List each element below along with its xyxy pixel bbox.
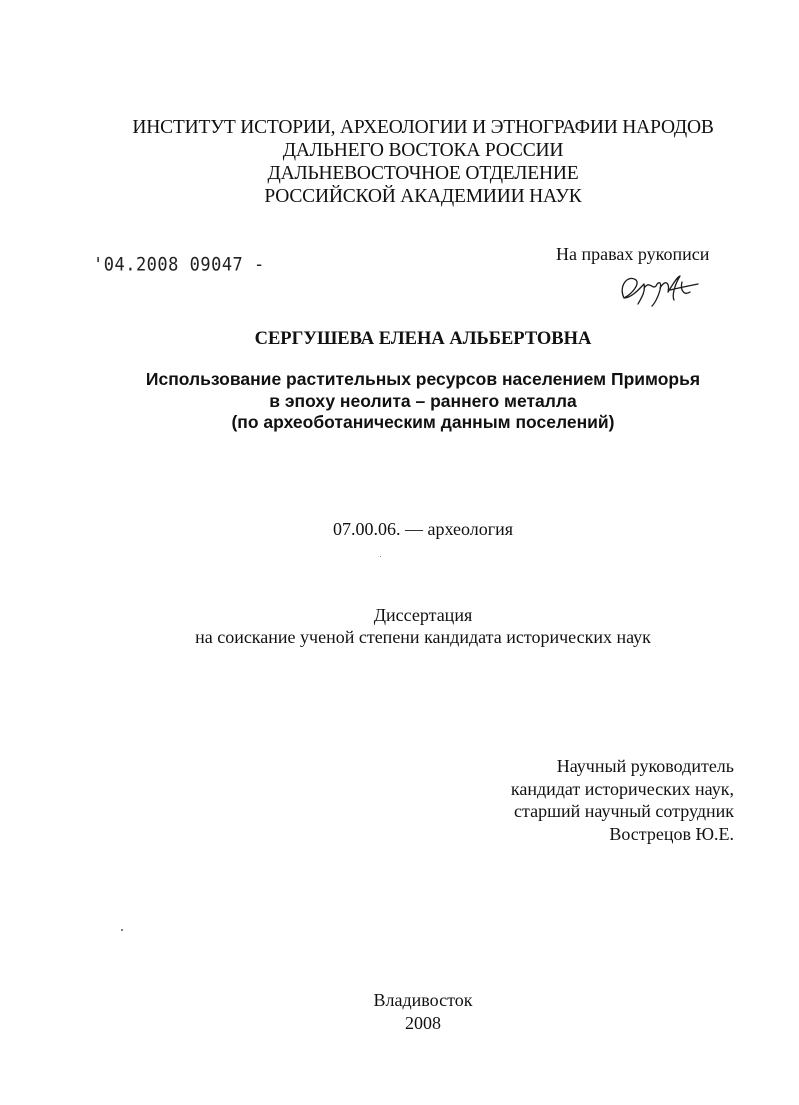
title-line-3: (по археоботаническим данным поселений) bbox=[231, 412, 615, 432]
institute-line-2: ДАЛЬНЕГО ВОСТОКА РОССИИ bbox=[282, 140, 564, 161]
dissertation-degree: на соискание ученой степени кандидата исторических наук bbox=[195, 627, 651, 647]
registration-stamp: '04.2008 09047 - bbox=[93, 254, 265, 276]
dissertation-heading: Диссертация bbox=[373, 605, 473, 625]
year: 2008 bbox=[405, 1012, 441, 1033]
institute-line-1: ИНСТИТУТ ИСТОРИИ, АРХЕОЛОГИИ И ЭТНОГРАФИИ НАРОДОВ bbox=[132, 117, 714, 138]
city: Владивосток bbox=[373, 990, 473, 1010]
author-name: СЕРГУШЕВА ЕЛЕНА АЛЬБЕРТОВНА bbox=[254, 329, 592, 349]
dissertation-purpose bbox=[0, 604, 799, 648]
title-line-1: Использование растительных ресурсов населением Приморья bbox=[145, 369, 701, 389]
institute-line-4: РОССИЙСКОЙ АКАДЕМИИИ НАУК bbox=[264, 186, 582, 207]
institute-header bbox=[0, 116, 799, 208]
manuscript-note: На правах рукописи bbox=[556, 244, 710, 264]
place-and-year bbox=[0, 989, 799, 1034]
specialty-code: 07.00.06. — археология bbox=[332, 519, 514, 539]
scan-speck bbox=[380, 556, 381, 557]
scan-speck bbox=[121, 929, 123, 931]
title-line-2: в эпоху неолита – раннего металла bbox=[269, 390, 577, 411]
institute-line-3: ДАЛЬНЕВОСТОЧНОЕ ОТДЕЛЕНИЕ bbox=[267, 163, 579, 184]
advisor-line-3: старший научный сотрудник bbox=[514, 801, 734, 821]
advisor-line-2: кандидат исторических наук, bbox=[510, 778, 734, 799]
scientific-advisor bbox=[440, 755, 734, 845]
advisor-line-1: Научный руководитель bbox=[556, 756, 734, 776]
dissertation-title bbox=[0, 369, 799, 434]
signature-icon bbox=[610, 268, 702, 308]
advisor-line-4: Вострецов Ю.Е. bbox=[609, 823, 734, 844]
